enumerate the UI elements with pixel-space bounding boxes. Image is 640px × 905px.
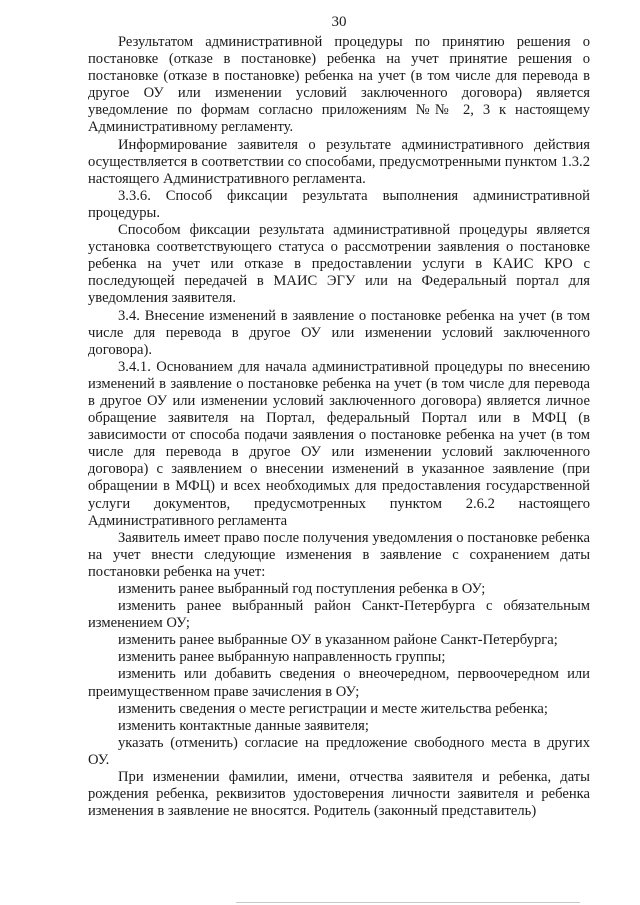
scan-edge-line [236,902,580,903]
paragraph-3-4-1: 3.4.1. Основанием для начала административной процедуры по внесению изменений в заявление о постановке ребенка на учет (в том числе для перевода в другое ОУ или изменении условий заключенного договора) является личное обращение заявителя на Портал, федеральный Портал или в МФЦ (в зависимости от способа подачи заявления о постановке ребенка на учет (в том числе для перевода в другое ОУ или изменении условий заключенного договора) с заявлением о внесении изменений в указанное заявление (при обращении в МФЦ) и всех необходимых для предоставления государственной услуги документов, предусмотренных пунктом 2.6.2 настоящего Административного регламента [88,358,590,529]
page-number: 30 [331,14,347,30]
document-body [88,34,590,820]
list-item-change-address: изменить сведения о месте регистрации и месте жительства ребенка; [118,700,548,717]
list-item-change-contacts: изменить контактные данные заявителя; [118,717,369,734]
paragraph-right-to-change: Заявитель имеет право после получения уведомления о постановке ребенка на учет внести следующие изменения в заявление с сохранением даты постановки ребенка на учет: [88,529,590,580]
paragraph-3-3-6: 3.3.6. Способ фиксации результата выполнения административной процедуры. [88,187,590,221]
list-item-consent: указать (отменить) согласие на предложение свободного места в других ОУ. [88,734,590,768]
paragraph-3-4: 3.4. Внесение изменений в заявление о постановке ребенка на учет (в том числе для перевода в другое ОУ или изменении условий заключенного договора). [88,307,590,358]
list-item-change-year: изменить ранее выбранный год поступления ребенка в ОУ; [118,581,486,597]
list-item-change-priority: изменить или добавить сведения о внеочередном, первоочередном или преимущественном праве зачисления в ОУ; [88,666,590,700]
paragraph-result: Результатом административной процедуры по принятию решения о постановке (отказе в постановке) ребенка на учет принятие решения о постановке (отказе в постановке) ребенка на учет (в том числе для перевода в другое ОУ или изменении условий заключенного договора) является уведомление по формам согласно приложениям №№ 2, 3 к настоящему Административному регламенту. [88,34,590,136]
paragraph-no-changes: При изменении фамилии, имени, отчества заявителя и ребенка, даты рождения ребенка, реквизитов удостоверения личности заявителя и ребенка изменения в заявление не вносятся. Родитель (законный представитель) [88,769,590,820]
list-item-change-group: изменить ранее выбранную направленность группы; [118,649,446,666]
list-item-change-district: изменить ранее выбранный район Санкт-Петербурга с обязательным изменением ОУ; [88,598,590,632]
paragraph-fixation: Способом фиксации результата административной процедуры является установка соответствующего статуса о рассмотрении заявления о постановке ребенка на учет или отказе в предоставлении услуги в КАИС КРО с последующей передачей в МАИС ЭГУ или на Федеральный портал для уведомления заявителя. [88,222,590,307]
list-item-change-ou: изменить ранее выбранные ОУ в указанном районе Санкт-Петербурга; [118,632,558,649]
paragraph-informing: Информирование заявителя о результате административного действия осуществляется в соответствии со способами, предусмотренными пунктом 1.3.2 настоящего Административного регламента. [88,136,590,187]
